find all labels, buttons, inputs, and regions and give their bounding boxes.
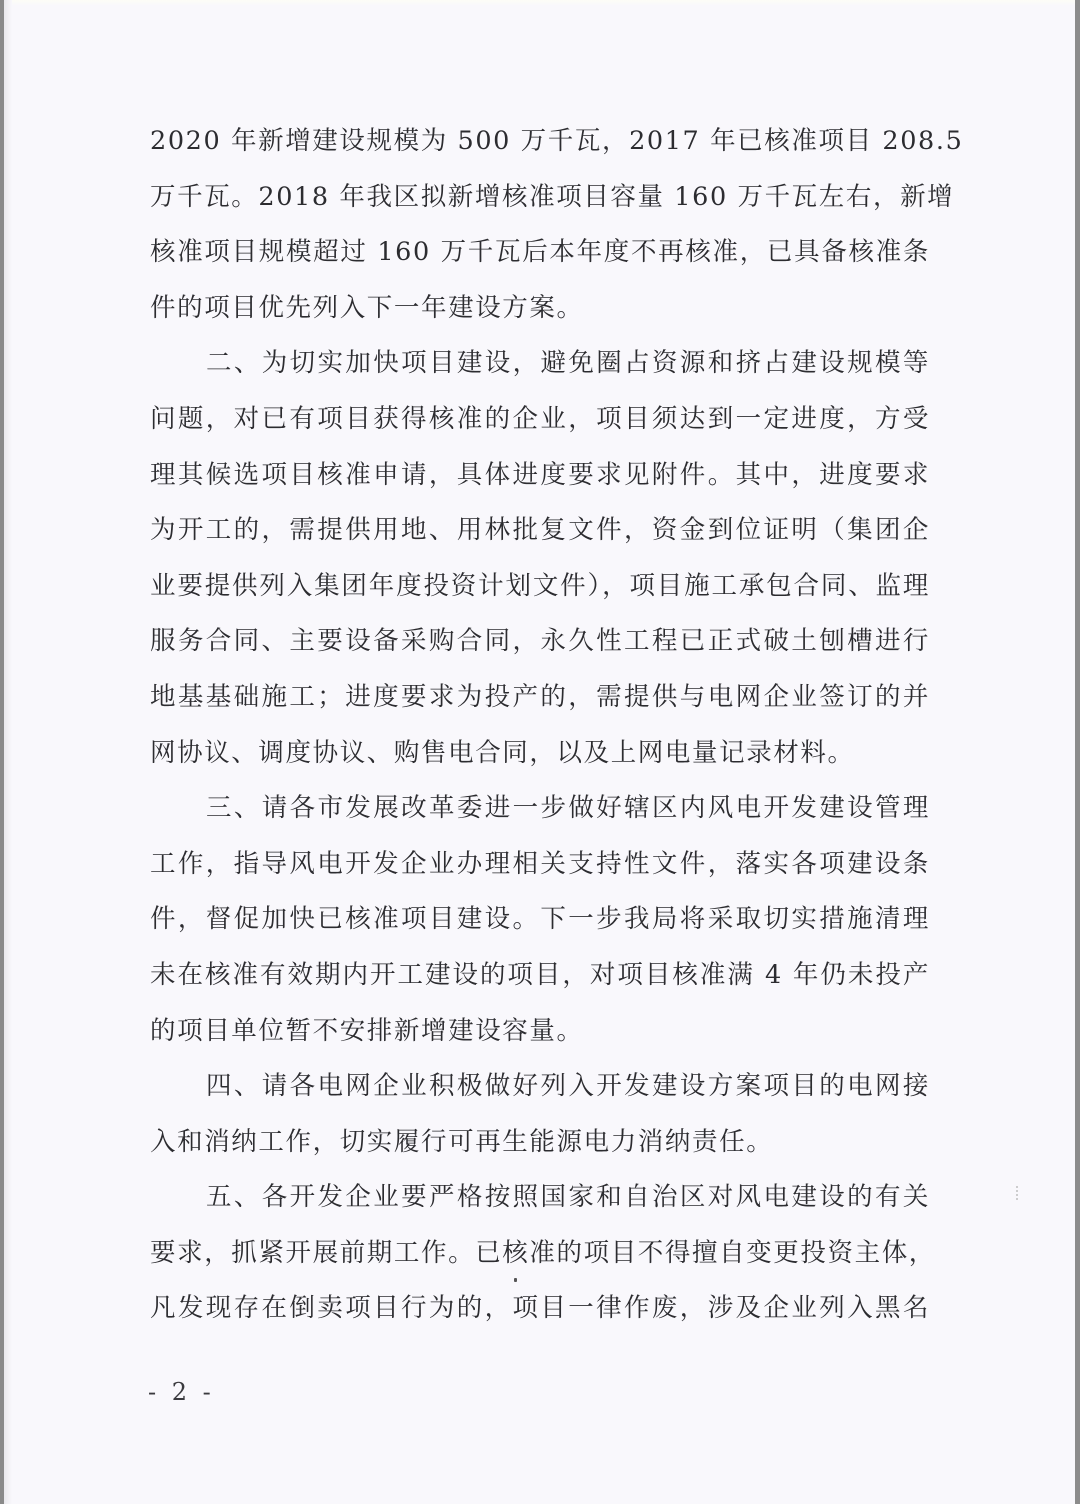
paragraph-continuation (150, 118, 964, 340)
paragraph-item-2 (150, 340, 930, 785)
text-line: 四、请各电网企业积极做好列入开发建设方案项目的电网接 (206, 1071, 930, 1102)
text-line: 凡发现存在倒卖项目行为的，项目一律作废，涉及企业列入黑名 (150, 1293, 930, 1324)
text-line: 业要提供列入集团年度投资计划文件），项目施工承包合同、监理 (150, 570, 930, 601)
paragraph-item-5 (150, 1174, 936, 1341)
paragraph-item-4 (150, 1063, 930, 1174)
text-line: 入和消纳工作，切实履行可再生能源电力消纳责任。 (150, 1126, 774, 1157)
text-line: 要求，抓紧开展前期工作。已核准的项目不得擅自变更投资主体， (150, 1237, 936, 1268)
scan-artifact-mark (1016, 1186, 1026, 1200)
text-line: 2020 年新增建设规模为 500 万千瓦，2017 年已核准项目 208.5 (150, 126, 964, 156)
text-line: 二、为切实加快项目建设，避免圈占资源和挤占建设规模等 (206, 348, 930, 379)
scan-left-shadow (4, 0, 12, 1504)
scan-top-edge (0, 0, 1080, 6)
scan-right-edge (1075, 0, 1080, 1504)
text-line: 理其候选项目核准申请，具体进度要求见附件。其中，进度要求 (150, 459, 930, 490)
text-line: 为开工的，需提供用地、用林批复文件，资金到位证明（集团企 (150, 515, 930, 546)
document-body (150, 118, 964, 1341)
text-line: 万千瓦。2018 年我区拟新增核准项目容量 160 万千瓦左右，新增 (150, 181, 955, 212)
paragraph-item-3 (150, 785, 930, 1063)
text-line: 工作，指导风电开发企业办理相关支持性文件，落实各项建设条 (150, 848, 930, 879)
text-line: 件的项目优先列入下一年建设方案。 (150, 292, 584, 323)
text-line: 网协议、调度协议、购售电合同，以及上网电量记录材料。 (150, 737, 855, 768)
text-line: 核准项目规模超过 160 万千瓦后本年度不再核准，已具备核准条 (150, 237, 930, 268)
text-line: 服务合同、主要设备采购合同，永久性工程已正式破土刨槽进行 (150, 626, 930, 657)
text-line: 的项目单位暂不安排新增建设容量。 (150, 1015, 584, 1046)
text-line: 地基基础施工；进度要求为投产的，需提供与电网企业签订的并 (150, 681, 930, 712)
page-number: - 2 - (148, 1378, 215, 1406)
text-line: 件，督促加快已核准项目建设。下一步我局将采取切实措施清理 (150, 904, 930, 935)
text-line: 未在核准有效期内开工建设的项目，对项目核准满 4 年仍未投产 (150, 959, 930, 990)
text-line: 三、请各市发展改革委进一步做好辖区内风电开发建设管理 (206, 793, 930, 824)
scan-artifact-dot (514, 1278, 517, 1282)
text-line: 五、各开发企业要严格按照国家和自治区对风电建设的有关 (206, 1182, 930, 1213)
text-line: 问题，对已有项目获得核准的企业，项目须达到一定进度，方受 (150, 403, 930, 434)
